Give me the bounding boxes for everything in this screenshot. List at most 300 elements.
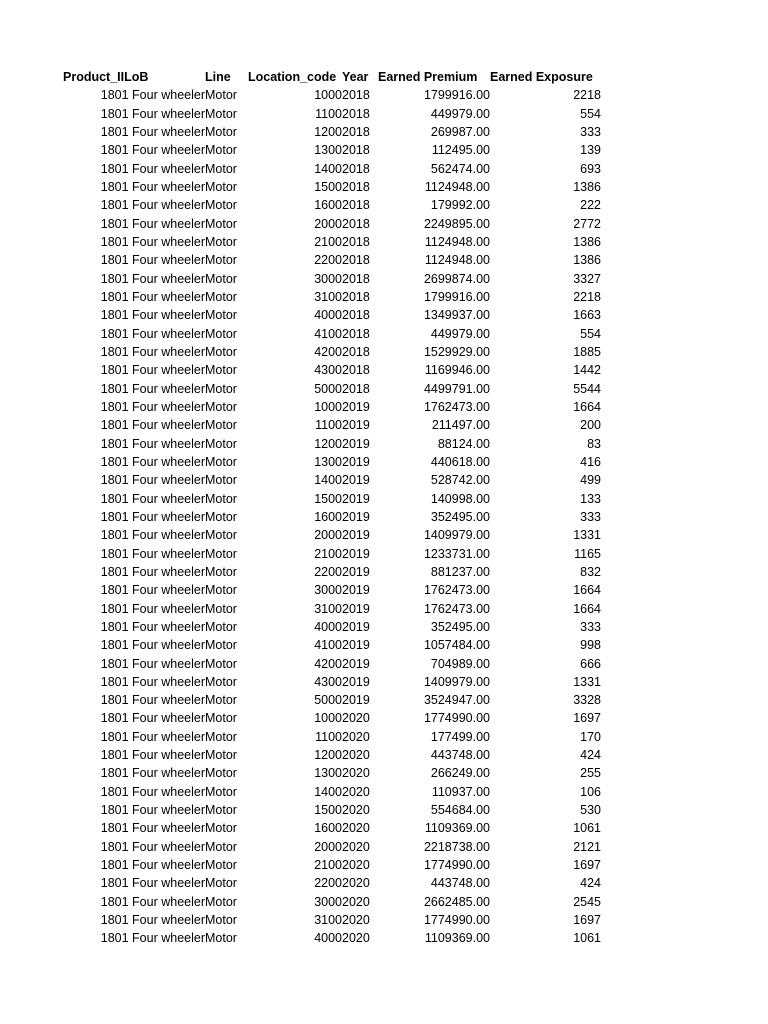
cell-line: Motor [205, 308, 237, 323]
header-product: Product_IILoB [63, 70, 149, 84]
header-line: Line [205, 70, 231, 84]
cell-year: 2019 [342, 436, 370, 451]
cell-location-code: 4200 [314, 344, 342, 359]
cell-year: 2019 [342, 399, 370, 414]
cell-earned-premium: 1529929.00 [423, 344, 490, 359]
table-row [63, 361, 601, 379]
cell-year: 2019 [342, 674, 370, 689]
cell-line: Motor [205, 839, 237, 854]
cell-year: 2020 [342, 839, 370, 854]
cell-year: 2019 [342, 509, 370, 524]
cell-product: 1801 Four wheeler [100, 399, 205, 414]
table-row [63, 709, 601, 727]
cell-line: Motor [205, 124, 237, 139]
cell-earned-premium: 1774990.00 [423, 913, 490, 928]
cell-year: 2018 [342, 234, 370, 249]
cell-earned-exposure: 3327 [573, 271, 601, 286]
table-row [63, 288, 601, 306]
cell-earned-premium: 112495.00 [431, 143, 490, 158]
cell-product: 1801 Four wheeler [100, 564, 205, 579]
cell-year: 2020 [342, 748, 370, 763]
table-row [63, 178, 601, 196]
cell-product: 1801 Four wheeler [100, 473, 205, 488]
cell-line: Motor [205, 876, 237, 891]
cell-location-code: 1100 [315, 106, 342, 121]
cell-year: 2020 [342, 803, 370, 818]
cell-product: 1801 Four wheeler [100, 784, 205, 799]
cell-line: Motor [205, 601, 237, 616]
header-earned-premium: Earned Premium [378, 70, 478, 84]
cell-line: Motor [205, 619, 237, 634]
cell-earned-exposure: 1165 [574, 546, 601, 561]
cell-line: Motor [205, 564, 237, 579]
cell-product: 1801 Four wheeler [100, 913, 205, 928]
cell-line: Motor [205, 143, 237, 158]
cell-product: 1801 Four wheeler [100, 106, 205, 121]
cell-year: 2020 [342, 711, 370, 726]
cell-line: Motor [205, 528, 237, 543]
cell-year: 2019 [342, 583, 370, 598]
cell-location-code: 3100 [314, 289, 342, 304]
cell-year: 2020 [342, 913, 370, 928]
cell-product: 1801 Four wheeler [100, 308, 205, 323]
cell-earned-exposure: 1697 [573, 711, 601, 726]
table-row [63, 673, 601, 691]
cell-year: 2020 [342, 931, 370, 946]
table-body [63, 86, 601, 947]
cell-earned-exposure: 133 [580, 491, 601, 506]
cell-line: Motor [205, 289, 237, 304]
cell-earned-exposure: 530 [580, 803, 601, 818]
cell-product: 1801 Four wheeler [100, 161, 205, 176]
cell-year: 2020 [342, 876, 370, 891]
cell-product: 1801 Four wheeler [100, 619, 205, 634]
cell-earned-premium: 352495.00 [430, 509, 490, 524]
cell-location-code: 1400 [314, 161, 342, 176]
cell-product: 1801 Four wheeler [100, 656, 205, 671]
table-row [63, 801, 601, 819]
cell-product: 1801 Four wheeler [100, 436, 205, 451]
cell-earned-exposure: 998 [580, 638, 601, 653]
cell-earned-premium: 179992.00 [430, 198, 490, 213]
cell-location-code: 4000 [314, 619, 342, 634]
cell-line: Motor [205, 234, 237, 249]
cell-earned-exposure: 554 [580, 326, 601, 341]
cell-earned-exposure: 2218 [573, 289, 601, 304]
cell-product: 1801 Four wheeler [100, 601, 205, 616]
cell-year: 2018 [342, 124, 370, 139]
cell-product: 1801 Four wheeler [100, 839, 205, 854]
cell-earned-exposure: 255 [580, 766, 601, 781]
cell-earned-premium: 704989.00 [430, 656, 490, 671]
cell-earned-exposure: 1331 [573, 528, 601, 543]
cell-line: Motor [205, 418, 237, 433]
cell-earned-exposure: 139 [580, 143, 601, 158]
table-row [63, 929, 601, 947]
cell-earned-premium: 211497.00 [431, 418, 490, 433]
table-row [63, 636, 601, 654]
cell-earned-premium: 1124948.00 [424, 253, 490, 268]
cell-location-code: 3100 [314, 913, 342, 928]
cell-earned-premium: 1169946.00 [424, 363, 490, 378]
cell-year: 2019 [342, 528, 370, 543]
cell-line: Motor [205, 326, 237, 341]
cell-location-code: 2100 [314, 858, 342, 873]
table-row [63, 911, 601, 929]
cell-location-code: 1200 [314, 124, 342, 139]
cell-earned-exposure: 333 [580, 509, 601, 524]
spreadsheet-page [0, 68, 768, 948]
cell-location-code: 4300 [314, 674, 342, 689]
cell-year: 2018 [342, 179, 370, 194]
header-earned-exposure: Earned Exposure [490, 70, 593, 84]
cell-earned-exposure: 1697 [573, 858, 601, 873]
table-row [63, 251, 601, 269]
cell-location-code: 1100 [315, 418, 342, 433]
cell-location-code: 1200 [314, 436, 342, 451]
cell-location-code: 3000 [314, 271, 342, 286]
cell-earned-premium: 177499.00 [430, 729, 490, 744]
cell-year: 2018 [342, 381, 370, 396]
cell-line: Motor [205, 913, 237, 928]
cell-line: Motor [205, 748, 237, 763]
cell-earned-exposure: 424 [580, 748, 601, 763]
cell-earned-exposure: 1664 [573, 399, 601, 414]
cell-year: 2018 [342, 253, 370, 268]
cell-year: 2019 [342, 638, 370, 653]
table-row [63, 453, 601, 471]
cell-earned-premium: 1409979.00 [423, 674, 490, 689]
table-row [63, 141, 601, 159]
cell-product: 1801 Four wheeler [100, 509, 205, 524]
table-row [63, 86, 601, 104]
cell-line: Motor [205, 729, 237, 744]
cell-product: 1801 Four wheeler [100, 693, 205, 708]
cell-location-code: 1600 [314, 821, 342, 836]
cell-product: 1801 Four wheeler [100, 711, 205, 726]
earned-premium-table [63, 68, 601, 948]
table-row [63, 728, 601, 746]
cell-product: 1801 Four wheeler [100, 234, 205, 249]
table-row [63, 600, 601, 618]
cell-product: 1801 Four wheeler [100, 583, 205, 598]
cell-earned-premium: 449979.00 [430, 106, 490, 121]
cell-earned-premium: 2218738.00 [423, 839, 490, 854]
cell-location-code: 2100 [314, 546, 342, 561]
cell-year: 2018 [342, 326, 370, 341]
cell-earned-exposure: 693 [580, 161, 601, 176]
cell-year: 2019 [342, 656, 370, 671]
cell-product: 1801 Four wheeler [100, 803, 205, 818]
cell-earned-premium: 269987.00 [430, 124, 490, 139]
cell-product: 1801 Four wheeler [100, 876, 205, 891]
cell-year: 2019 [342, 619, 370, 634]
cell-line: Motor [205, 344, 237, 359]
cell-line: Motor [205, 381, 237, 396]
cell-earned-premium: 554684.00 [430, 803, 490, 818]
cell-line: Motor [205, 583, 237, 598]
cell-product: 1801 Four wheeler [100, 88, 205, 103]
table-row [63, 563, 601, 581]
cell-location-code: 1300 [314, 143, 342, 158]
cell-earned-premium: 140998.00 [430, 491, 490, 506]
cell-location-code: 1600 [314, 509, 342, 524]
cell-earned-premium: 1124948.00 [424, 179, 490, 194]
cell-location-code: 5000 [314, 381, 342, 396]
cell-earned-premium: 1409979.00 [423, 528, 490, 543]
cell-product: 1801 Four wheeler [100, 363, 205, 378]
cell-year: 2020 [342, 729, 370, 744]
cell-line: Motor [205, 894, 237, 909]
cell-year: 2018 [342, 198, 370, 213]
cell-location-code: 1100 [315, 729, 342, 744]
cell-product: 1801 Four wheeler [100, 124, 205, 139]
cell-year: 2018 [342, 344, 370, 359]
cell-earned-premium: 1109369.00 [424, 821, 490, 836]
cell-location-code: 4200 [314, 656, 342, 671]
cell-location-code: 1000 [314, 711, 342, 726]
cell-earned-premium: 528742.00 [430, 473, 490, 488]
cell-line: Motor [205, 161, 237, 176]
cell-earned-premium: 881237.00 [430, 564, 490, 579]
table-row [63, 196, 601, 214]
cell-year: 2019 [342, 473, 370, 488]
cell-line: Motor [205, 491, 237, 506]
table-row [63, 325, 601, 343]
cell-line: Motor [205, 766, 237, 781]
cell-earned-exposure: 2772 [573, 216, 601, 231]
cell-earned-premium: 1774990.00 [423, 858, 490, 873]
cell-location-code: 2200 [314, 564, 342, 579]
cell-earned-premium: 449979.00 [430, 326, 490, 341]
cell-year: 2018 [342, 88, 370, 103]
cell-location-code: 1200 [314, 748, 342, 763]
cell-line: Motor [205, 198, 237, 213]
cell-product: 1801 Four wheeler [100, 766, 205, 781]
cell-earned-premium: 443748.00 [430, 876, 490, 891]
cell-location-code: 1500 [314, 179, 342, 194]
table-row [63, 416, 601, 434]
cell-product: 1801 Four wheeler [100, 326, 205, 341]
cell-earned-premium: 1762473.00 [423, 583, 490, 598]
cell-earned-exposure: 1331 [573, 674, 601, 689]
cell-location-code: 1600 [314, 198, 342, 213]
cell-product: 1801 Four wheeler [100, 216, 205, 231]
cell-year: 2018 [342, 363, 370, 378]
cell-line: Motor [205, 363, 237, 378]
cell-earned-exposure: 554 [580, 106, 601, 121]
cell-location-code: 1300 [314, 454, 342, 469]
cell-earned-premium: 562474.00 [430, 161, 490, 176]
cell-location-code: 4000 [314, 931, 342, 946]
cell-location-code: 1400 [314, 473, 342, 488]
cell-line: Motor [205, 693, 237, 708]
table-row [63, 215, 601, 233]
table-row [63, 526, 601, 544]
cell-earned-premium: 443748.00 [430, 748, 490, 763]
cell-location-code: 4000 [314, 308, 342, 323]
table-row [63, 618, 601, 636]
cell-line: Motor [205, 88, 237, 103]
cell-product: 1801 Four wheeler [100, 894, 205, 909]
table-row [63, 764, 601, 782]
cell-product: 1801 Four wheeler [100, 271, 205, 286]
cell-location-code: 4100 [314, 326, 342, 341]
cell-product: 1801 Four wheeler [100, 748, 205, 763]
cell-earned-exposure: 200 [580, 418, 601, 433]
cell-earned-exposure: 666 [580, 656, 601, 671]
cell-earned-premium: 266249.00 [430, 766, 490, 781]
cell-earned-exposure: 2121 [573, 839, 601, 854]
cell-location-code: 2200 [314, 876, 342, 891]
cell-earned-exposure: 416 [580, 454, 601, 469]
cell-earned-exposure: 1664 [573, 601, 601, 616]
cell-earned-exposure: 2545 [573, 894, 601, 909]
cell-location-code: 5000 [314, 693, 342, 708]
cell-location-code: 3000 [314, 894, 342, 909]
cell-product: 1801 Four wheeler [100, 931, 205, 946]
cell-earned-exposure: 2218 [573, 88, 601, 103]
cell-earned-premium: 88124.00 [437, 436, 490, 451]
cell-location-code: 3100 [314, 601, 342, 616]
cell-location-code: 1500 [314, 491, 342, 506]
cell-earned-exposure: 1061 [573, 821, 601, 836]
cell-year: 2018 [342, 106, 370, 121]
cell-year: 2020 [342, 894, 370, 909]
table-row [63, 471, 601, 489]
cell-product: 1801 Four wheeler [100, 289, 205, 304]
cell-earned-exposure: 1697 [573, 913, 601, 928]
cell-product: 1801 Four wheeler [100, 143, 205, 158]
cell-location-code: 4100 [314, 638, 342, 653]
cell-earned-premium: 2249895.00 [423, 216, 490, 231]
cell-earned-exposure: 170 [580, 729, 601, 744]
cell-line: Motor [205, 656, 237, 671]
cell-product: 1801 Four wheeler [100, 418, 205, 433]
cell-earned-premium: 1762473.00 [423, 601, 490, 616]
table-row [63, 160, 601, 178]
cell-earned-exposure: 1386 [573, 253, 601, 268]
table-row [63, 856, 601, 874]
table-row [63, 893, 601, 911]
cell-location-code: 1300 [314, 766, 342, 781]
cell-earned-exposure: 5544 [573, 381, 601, 396]
table-row [63, 691, 601, 709]
cell-year: 2018 [342, 216, 370, 231]
cell-line: Motor [205, 216, 237, 231]
cell-earned-premium: 1762473.00 [423, 399, 490, 414]
cell-earned-exposure: 222 [580, 198, 601, 213]
table-row [63, 545, 601, 563]
cell-earned-premium: 1774990.00 [423, 711, 490, 726]
cell-year: 2019 [342, 491, 370, 506]
header-row [63, 68, 601, 86]
cell-year: 2018 [342, 271, 370, 286]
cell-earned-exposure: 1664 [573, 583, 601, 598]
cell-year: 2019 [342, 454, 370, 469]
table-row [63, 105, 601, 123]
cell-product: 1801 Four wheeler [100, 344, 205, 359]
header-location-code: Location_code [248, 70, 337, 84]
cell-product: 1801 Four wheeler [100, 528, 205, 543]
cell-year: 2019 [342, 693, 370, 708]
cell-product: 1801 Four wheeler [100, 821, 205, 836]
cell-earned-premium: 1233731.00 [423, 546, 490, 561]
cell-line: Motor [205, 106, 237, 121]
cell-location-code: 1000 [314, 88, 342, 103]
cell-product: 1801 Four wheeler [100, 454, 205, 469]
cell-line: Motor [205, 674, 237, 689]
cell-earned-exposure: 499 [580, 473, 601, 488]
cell-earned-premium: 4499791.00 [423, 381, 490, 396]
cell-year: 2020 [342, 821, 370, 836]
cell-year: 2019 [342, 418, 370, 433]
table-row [63, 306, 601, 324]
cell-earned-exposure: 424 [580, 876, 601, 891]
cell-earned-premium: 1349937.00 [423, 308, 490, 323]
cell-earned-exposure: 333 [580, 619, 601, 634]
table-row [63, 838, 601, 856]
table-row [63, 874, 601, 892]
cell-line: Motor [205, 473, 237, 488]
cell-line: Motor [205, 253, 237, 268]
cell-earned-premium: 1109369.00 [424, 931, 490, 946]
cell-earned-exposure: 1061 [573, 931, 601, 946]
cell-product: 1801 Four wheeler [100, 546, 205, 561]
cell-line: Motor [205, 784, 237, 799]
cell-earned-premium: 110937.00 [431, 784, 490, 799]
cell-year: 2018 [342, 161, 370, 176]
cell-location-code: 1500 [314, 803, 342, 818]
cell-line: Motor [205, 509, 237, 524]
cell-product: 1801 Four wheeler [100, 729, 205, 744]
cell-product: 1801 Four wheeler [100, 253, 205, 268]
table-row [63, 380, 601, 398]
cell-line: Motor [205, 803, 237, 818]
cell-location-code: 2200 [314, 253, 342, 268]
cell-location-code: 2000 [314, 528, 342, 543]
table-row [63, 655, 601, 673]
cell-location-code: 1000 [314, 399, 342, 414]
cell-earned-exposure: 1663 [573, 308, 601, 323]
cell-year: 2020 [342, 858, 370, 873]
cell-year: 2020 [342, 766, 370, 781]
cell-line: Motor [205, 546, 237, 561]
cell-earned-premium: 1057484.00 [423, 638, 490, 653]
table-row [63, 343, 601, 361]
cell-location-code: 4300 [314, 363, 342, 378]
table-row [63, 398, 601, 416]
cell-year: 2018 [342, 143, 370, 158]
table-row [63, 123, 601, 141]
cell-earned-exposure: 1885 [573, 344, 601, 359]
cell-product: 1801 Four wheeler [100, 381, 205, 396]
cell-year: 2018 [342, 289, 370, 304]
cell-location-code: 1400 [314, 784, 342, 799]
table-row [63, 581, 601, 599]
cell-line: Motor [205, 638, 237, 653]
cell-year: 2018 [342, 308, 370, 323]
cell-earned-exposure: 333 [580, 124, 601, 139]
cell-earned-premium: 2699874.00 [423, 271, 490, 286]
cell-location-code: 2000 [314, 839, 342, 854]
cell-product: 1801 Four wheeler [100, 858, 205, 873]
cell-line: Motor [205, 821, 237, 836]
cell-product: 1801 Four wheeler [100, 638, 205, 653]
cell-line: Motor [205, 858, 237, 873]
cell-line: Motor [205, 271, 237, 286]
table-row [63, 270, 601, 288]
